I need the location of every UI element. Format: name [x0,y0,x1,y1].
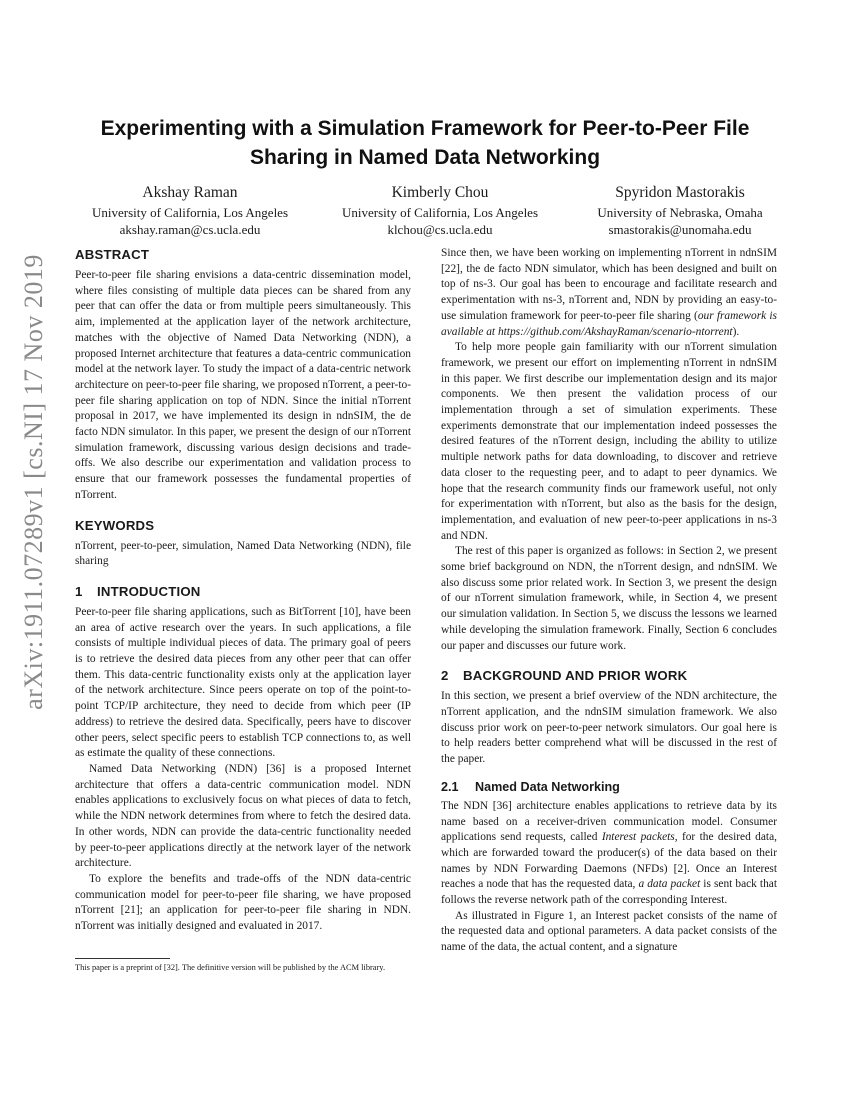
section-title: INTRODUCTION [97,583,201,599]
footnote: This paper is a preprint of [32]. The definitive version will be published by the ACM library. [75,963,386,972]
ndn-p1-c: is sent back that follows the reverse network path of the corresponding Interest. [441,878,778,907]
section-2-heading [441,667,777,685]
section-2-1-heading [441,779,777,796]
author-2 [330,183,550,238]
arxiv-stamp [8,254,60,710]
intro-paragraph-4 [441,246,777,340]
subsection-number: 2.1 [441,779,459,794]
abstract-heading: ABSTRACT [75,247,150,262]
left-column [75,246,411,935]
author-name: Akshay Raman [142,184,238,201]
author-3 [580,183,780,238]
framework-link[interactable]: our framework is available at https://github.com/AkshayRaman/scenario-ntorrent [441,309,777,338]
intro-paragraph-5: To help more people gain familiarity with our nTorrent simulation framework, we present our effort on implementing nTorrent in ndnSIM in this paper. We first describe our implementation design and its major components. We then present the validation process of our implementation through a set of simulation experiments. These experiments demonstrate that our implementation indeed possesses the desired features of the nTorrent design, including the ability to utilize multiple network paths for data downloading, to discover and retrieve data closer to the requesting peer, and to adapt to peer dynamics. We hope that the research community finds our framework useful, not only for experimentation with nTorrent, but also as the basis for the design, implementation, and evaluation of new peer-to-peer applications in ns-3 and NDN. [441,341,777,542]
keywords-heading: KEYWORDS [75,517,155,533]
intro-paragraph-1: Peer-to-peer file sharing applications, such as BitTorrent [10], have been an area of active research over the years. In such applications, a file consists of multiple individual pieces of data. The primary goal of peers is to retrieve the desired data pieces from any other peer that can offer them. This data-centric functionality exists only at the application layer of the network architecture. Since peers operate on top of the point-to-point TCP/IP architecture, they need to decide from which peer (IP address) to retrieve the desired data. Specifically, peers have to discover other peers, select specific peers to establish TCP connections to, as well as estimate the quality of these connections. [75,605,411,760]
subsection-title: Named Data Networking [475,779,620,794]
author-email: klchou@cs.ucla.edu [387,222,493,237]
ndn-p1-a: The NDN [36] architecture enables applications to retrieve data by its name based on a receiver-driven communication model. Consumer applications send requests, called [441,799,777,844]
section-1-heading [75,583,411,601]
author-block [80,183,780,238]
author-1 [80,183,300,238]
intro-paragraph-3: To explore the benefits and trade-offs of the NDN data-centric communication model for peer-to-peer file sharing, we have proposed nTorrent [21]; an application for peer-to-peer file sharing in NDN. nTorrent was initially designed and evaluated in 2017. [75,872,411,933]
paper-title: Experimenting with a Simulation Framework for Peer-to-Peer File Sharing in Named Data Networking [100,117,750,169]
intro-p4-tail: ). [732,325,740,338]
intro-paragraph-2: Named Data Networking (NDN) [36] is a proposed Internet architecture that offers a data-centric communication model. NDN enables applications to exclusively focus on what pieces of data to fetch, while the NDN network determines from where to fetch the desired data. In other words, NDN can provide the data-centric functionality needed by peer-to-peer applications directly at the network layer of the network architecture. [75,762,411,870]
footnote-rule [75,958,170,959]
keywords-text: nTorrent, peer-to-peer, simulation, Named Data Networking (NDN), file sharing [75,539,411,568]
author-name: Kimberly Chou [391,184,489,201]
ndn-p1-em-data: a data packet [638,878,701,891]
right-column [441,246,777,956]
author-affiliation: University of Nebraska, Omaha [597,205,763,220]
author-email: smastorakis@unomaha.edu [608,222,752,237]
author-affiliation: University of California, Los Angeles [341,205,539,220]
background-paragraph-1: In this section, we present a brief overview of the NDN architecture, the nTorrent application, and the ndnSIM simulation framework. We also discuss prior work on peer-to-peer network simulators. Our goal here is to help readers better comprehend what will be discussed in the rest of the paper. [441,690,777,766]
abstract-text: Peer-to-peer file sharing envisions a data-centric dissemination model, where files consisting of multiple data pieces can be shared from any peer that can offer the data or from multiple peers simultaneously. This aim, implemented at the application layer of the network architecture, matches with the objective of Named Data Networking (NDN), a proposed Internet architecture that features a data-centric communication model at the network layer. To study the impact of a data-centric network architecture on peer-to-peer file sharing, we proposed nTorrent, a peer-to-peer file sharing application on top of NDN. Since the initial nTorrent proposal in 2017, we have implemented its design in ndnSIM, the de facto NDN simulator. In this paper, we present the design of our nTorrent simulation framework, discussing various design decisions and trade-offs. We also describe our experimentation and validation process to ensure that our framework possesses the fundamental properties of nTorrent. [75,269,411,501]
ndn-paragraph-2: As illustrated in Figure 1, an Interest packet consists of the name of the requested data and optional parameters. A data packet consists of the name of the data, the actual content, and a signature [441,909,777,954]
ndn-p1-em-interest: Interest packets [601,831,675,844]
ndn-paragraph-1 [441,799,777,909]
arxiv-stamp-text: arXiv:1911.07289v1 [cs.NI] 17 Nov 2019 [19,254,48,710]
intro-p4-lead: Since then, we have been working on implementing nTorrent in ndnSIM [22], the de facto NDN simulator, which has been designed and built on top of ns-3. Our goal has been to encourage and facilitate research and experimentation with ns-3, nTorrent and, NDN by providing an easy-to-use simulation framework for peer-to-peer file sharing ( [441,247,777,322]
author-name: Spyridon Mastorakis [615,184,745,201]
section-number: 1 [75,583,83,599]
ndn-p1-b: , for the desired data, which are forwarded toward the producer(s) of the data based on their names by NDN Forwarding Daemons (NFDs) [2]. Once an Interest reaches a node that has the requested data, [441,831,777,891]
author-email: akshay.raman@cs.ucla.edu [119,222,261,237]
section-number: 2 [441,668,449,684]
author-affiliation: University of California, Los Angeles [91,205,289,220]
intro-paragraph-6: The rest of this paper is organized as follows: in Section 2, we present some brief background on NDN, the nTorrent design, and ndnSIM. We also discuss some prior related work. In Section 3, we present the design of our nTorrent simulation framework, while, in Section 4, we present our simulation validation. In Section 5, we discuss the lessons we learned while developing the simulation framework. Finally, Section 6 concludes our paper and discusses our future work. [441,545,777,652]
section-title: BACKGROUND AND PRIOR WORK [463,668,688,684]
